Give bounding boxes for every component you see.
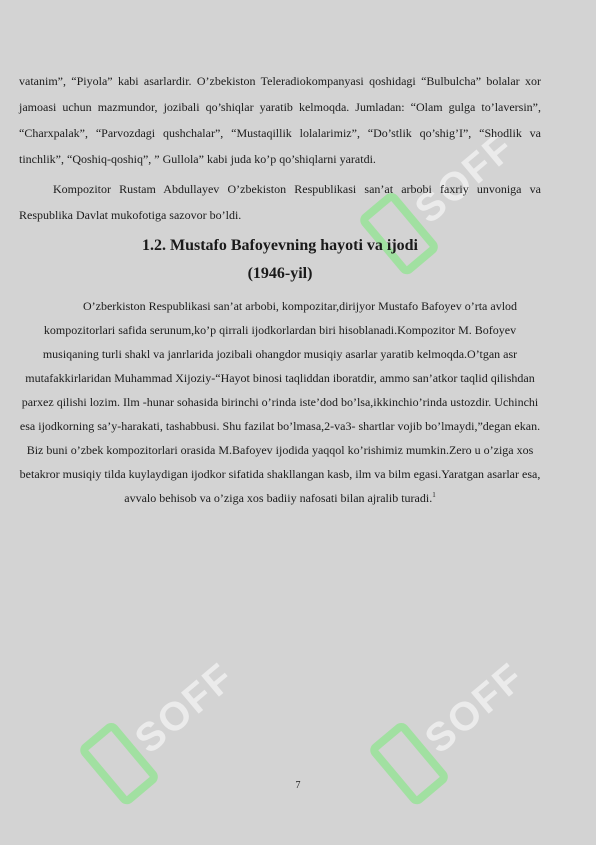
section-heading: 1.2. Mustafo Bafoyevning hayoti va ijodi bbox=[141, 237, 418, 254]
section-subheading: (1946-yil) bbox=[247, 265, 313, 282]
paragraph-songs: vatanim”, “Piyola” kabi asarlardir. O’zbekiston Teleradiokompanyasi qoshidagi “Bulbulcha” bolalar xor jamoasi uchun mazmundor, jozibali qo’shiqlar yaratib kelmoqda. Jumladan: “Olam gulga to’laversin”, “Charxpalak”, “Parvozdagi qushchalar”, “Mustaqillik lolalarimiz”, “Do’stlik qo’shig’I”, “Shodlik va tinchlik”, “Qoshiq-qoshiq”, ” Gullola” kabi juda ko’p qo’shiqlarni yaratdi. bbox=[19, 74, 541, 166]
watermark-logo-icon bbox=[367, 720, 451, 808]
paragraph-award: Kompozitor Rustam Abdullayev O’zbekiston Respublikasi san’at arbobi faxriy unvoniga va Respublika Davlat mukofotiga sazovor bo’ldi. bbox=[19, 182, 541, 222]
watermark-logo-icon bbox=[77, 720, 161, 808]
page-content bbox=[19, 68, 541, 510]
watermark-text: SOFF bbox=[406, 124, 523, 232]
paragraph-bafoyev-text: O’zberkiston Respublikasi san’at arbobi, kompozitar,dirijyor Mustafo Bafoyev o’rta avlod kompozitorlari safida serunum,ko’p qirrali ijodkorlardan biri hisoblanadi.Kompozitor M. Bofoyev musiqaning turli shakl va janrlarida jozibali ohangdor musiqiy asarlar yaratib kelmoqda.O’tgan asr mutafakkirlaridan Muhammad Xijoziy-“Hayot binosi taqliddan iboratdir, ammo san’atkor taqlid qilishdan parxez qilishi lozim. Ilm -hunar sohasida birinchi o’rinda iste’dod bo’lsa,ikkinchio’rinda ustozdir. Uchinchi esa ijodkorning sa’y-harakati, tashabbusi. Shu fazilat bo’lmasa,2-va3- shartlar vojib bo’lmaydi,”degan ekan. Biz buni o’zbek kompozitorlari orasida M.Bafoyev ijodida yaqqol ko’rishimiz mumkin.Zero u o’ziga xos betakror musiqiy tilda kuylaydigan ijodkor sifatida shakllangan kasb, ilm va bilm egasi.Yaratgan asarlar esa, avvalo behisob va o’ziga xos badiiy nafosati bilan ajralib turadi. bbox=[19, 299, 541, 505]
watermark-text: SOFF bbox=[416, 654, 533, 762]
watermark bbox=[335, 605, 575, 845]
footnote-ref[interactable]: 1 bbox=[432, 491, 436, 499]
page-number: 7 bbox=[295, 780, 301, 791]
watermark bbox=[45, 605, 285, 845]
paragraph-bafoyev bbox=[19, 294, 541, 510]
watermark-text: SOFF bbox=[126, 654, 243, 762]
